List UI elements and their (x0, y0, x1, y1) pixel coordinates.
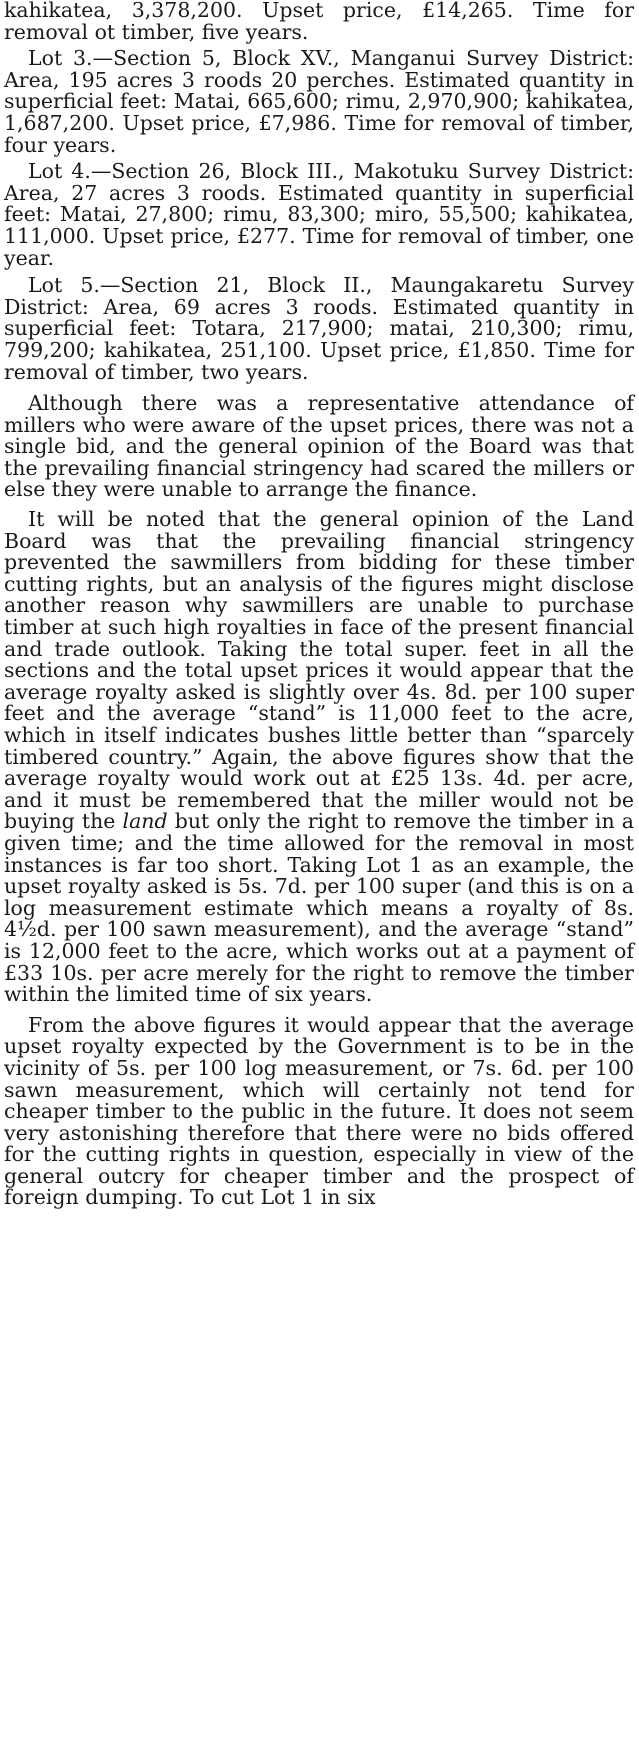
emphasis-land: land (122, 809, 168, 834)
paragraph-lot-3: Lot 3.—Section 5, Block XV., Manganui Survey District: Area, 195 acres 3 roods 20 perches. Estimated quantity in superficial feet: Matai, 665,600; rimu, 2,970,900; kahikatea, 1,687,200. Upset price, £7,986. Time for removal of timber, four years. (4, 46, 634, 157)
document-page (4, 0, 634, 1209)
paragraph-lot2-continuation: kahikatea, 3,378,200. Upset price, £14,265. Time for removal ot timber, five years. (4, 0, 634, 44)
paragraph-lot-5: Lot 5.—Section 21, Block II., Maungakaretu Survey District: Area, 69 acres 3 roods. Estimated quantity in superficial feet: Totara, 217,900; matai, 210,300; rimu, 799,200; kahikatea, 251,100. Upset price, £1,850. Time for removal of timber, two years. (4, 273, 634, 384)
analysis-text-before: It will be noted that the general opinion of the Land Board was that the prevailing financial stringency prevented the sawmillers from bidding for these timber cutting rights, but an analysis of the figures might disclose another reason why sawmillers are unable to purchase timber at such high royalties in face of the present financial and trade outlook. Taking the total super. feet in all the sections and the total upset prices it would appear that the average royalty asked is slightly over 4s. 8d. per 100 super feet and the average “stand” is 11,000 feet to the acre, which in itself indicates bushes little better than “sparcely timbered country.” Again, the above figures show that the average royalty would work out at £25 13s. 4d. per acre, and it must be remembered that the miller would not be buying the (4, 507, 634, 834)
paragraph-lot-4: Lot 4.—Section 26, Block III., Makotuku Survey District: Area, 27 acres 3 roods. Estimated quantity in superficial feet: Matai, 27,800; rimu, 83,300; miro, 55,500; kahikatea, 111,000. Upset price, £277. Time for removal of timber, one year. (4, 159, 634, 270)
paragraph-attendance: Although there was a representative attendance of millers who were aware of the upset prices, there was not a single bid, and the general opinion of the Board was that the prevailing financial stringency had scared the millers or else they were unable to arrange the finance. (4, 391, 634, 502)
analysis-text-after: but only the right to remove the timber in a given time; and the time allowed for the removal in most instances is far too short. Taking Lot 1 as an example, the upset royalty asked is 5s. 7d. per 100 super (and this is on a log measurement estimate which means a royalty of 8s. 4½d. per 100 sawn measurement), and the average “stand” is 12,000 feet to the acre, which works out at a payment of £33 10s. per acre merely for the right to remove the timber within the limited time of six years. (4, 809, 634, 1007)
paragraph-analysis (4, 509, 634, 1006)
paragraph-royalty-figures: From the above figures it would appear that the average upset royalty expected by the Government is to be in the vicinity of 5s. per 100 log measurement, or 7s. 6d. per 100 sawn measurement, which will certainly not tend for cheaper timber to the public in the future. It does not seem very astonishing therefore that there were no bids offered for the cutting rights in question, especially in view of the general outcry for cheaper timber and the prospect of foreign dumping. To cut Lot 1 in six (4, 1012, 634, 1210)
